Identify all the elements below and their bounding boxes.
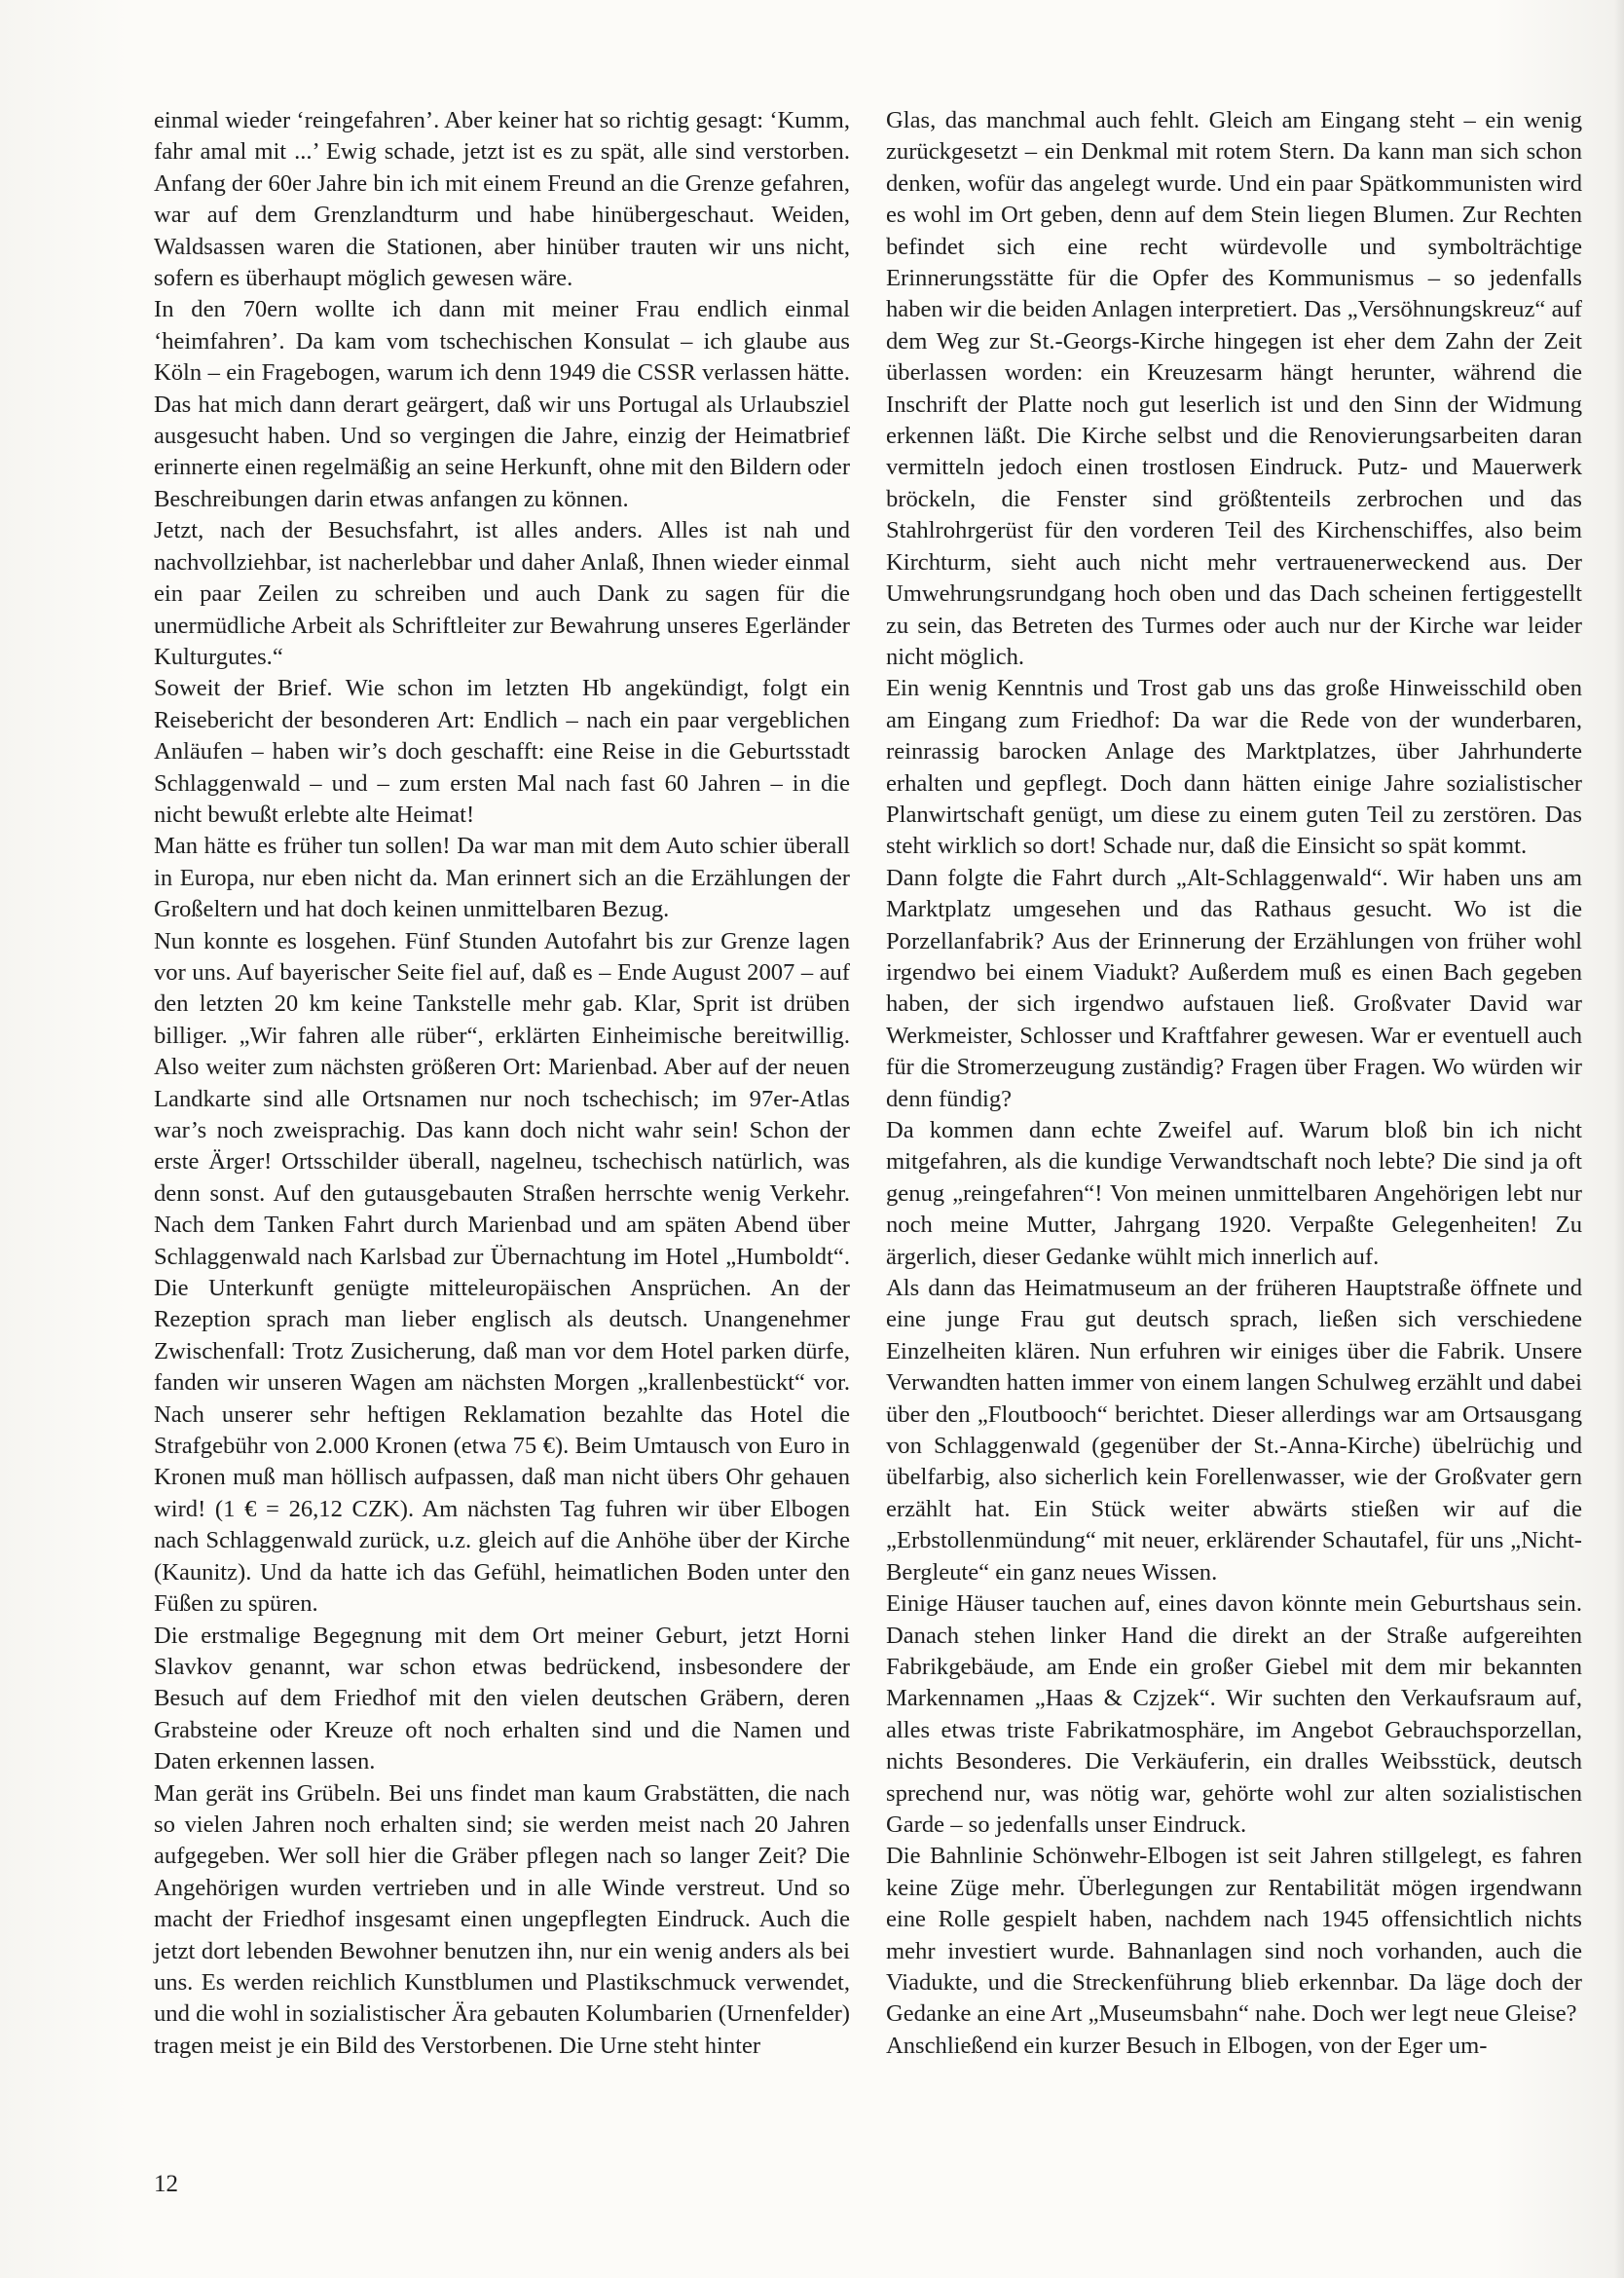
paragraph: Man gerät ins Grübeln. Bei uns findet man kaum Grabstätten, die nach so vielen Jahren noch erhalten sind; sie werden meist nach 20 Jahren aufgegeben. Wer soll hier die Gräber pflegen nach so langer Zeit? Die Angehörigen wurden vertrieben und in alle Winde verstreut. Und so macht der Friedhof insgesamt einen ungepflegten Eindruck. Auch die jetzt dort lebenden Bewohner benutzen ihn, nur ein wenig anders als bei uns. Es werden reichlich Kunstblumen und Plastikschmuck verwendet, und die wohl in sozialistischer Ära gebauten Kolumbarien (Urnenfelder) tragen meist je ein Bild des Verstorbenen. Die Urne steht hinter [154, 1779, 850, 2059]
text-column-right [886, 105, 1582, 2062]
paragraph: einmal wieder ‘reingefahren’. Aber keiner hat so richtig gesagt: ‘Kumm, fahr amal mit ...’ Ewig schade, jetzt ist es zu spät, alle sind verstorben. Anfang der 60er Jahre bin ich mit einem Freund an die Grenze gefahren, war auf dem Grenzlandturm und habe hinübergeschaut. Weiden, Waldsassen waren die Stationen, aber hinüber trauten wir uns nicht, sofern es überhaupt möglich gewesen wäre. [154, 107, 850, 292]
paragraph: Man hätte es früher tun sollen! Da war man mit dem Auto schier überall in Europa, nur eben nicht da. Man erinnert sich an die Erzählungen der Großeltern und hat doch keinen unmittelbaren Bezug. [154, 833, 850, 923]
paragraph: Die erstmalige Begegnung mit dem Ort meiner Geburt, jetzt Horni Slavkov genannt, war schon etwas bedrückend, insbesondere der Besuch auf dem Friedhof mit den vielen deutschen Gräbern, deren Grabsteine oder Kreuze oft noch erhalten sind und die Namen und Daten erkennen lassen. [154, 1622, 850, 1775]
paragraph: Die Bahnlinie Schönwehr-Elbogen ist seit Jahren stillgelegt, es fahren keine Züge mehr. Überlegungen zur Rentabilität mögen irgendwann eine Rolle gespielt haben, nachdem nach 1945 offensichtlich nichts mehr investiert wurde. Bahnanlagen sind noch vorhanden, auch die Viadukte, und die Streckenführung blieb erkennbar. Da läge doch der Gedanke an eine Art „Museumsbahn“ nahe. Doch wer legt neue Gleise? [886, 1843, 1582, 2028]
paragraph: Soweit der Brief. Wie schon im letzten Hb angekündigt, folgt ein Reisebericht der besonderen Art: Endlich – nach ein paar vergeblichen Anläufen – haben wir’s doch geschafft: eine Reise in die Geburtsstadt Schlaggenwald – und – zum ersten Mal nach fast 60 Jahren – in die nicht bewußt erlebte alte Heimat! [154, 675, 850, 828]
page-number: 12 [154, 2171, 178, 2197]
paragraph: Jetzt, nach der Besuchsfahrt, ist alles anders. Alles ist nah und nachvollziehbar, ist nacherlebbar und daher Anlaß, Ihnen wieder einmal ein paar Zeilen zu schreiben und auch Dank zu sagen für die unermüdliche Arbeit als Schriftleiter zur Bewahrung unseres Egerländer Kulturgutes.“ [154, 517, 850, 670]
paragraph: Anschließend ein kurzer Besuch in Elbogen, von der Eger um- [886, 2032, 1488, 2059]
paragraph: Glas, das manchmal auch fehlt. Gleich am Eingang steht – ein wenig zurückgesetzt – ein Denkmal mit rotem Stern. Da kann man sich schon denken, wofür das angelegt wurde. Und ein paar Spätkommunisten wird es wohl im Ort geben, denn auf dem Stein liegen Blumen. Zur Rechten befindet sich eine recht würdevolle und symbolträchtige Erinnerungsstätte für die Opfer des Kommunismus – so jedenfalls haben wir die beiden Anlagen interpretiert. Das „Versöhnungskreuz“ auf dem Weg zur St.-Georgs-Kirche hingegen ist eher dem Zahn der Zeit überlassen worden: ein Kreuzesarm hängt herunter, während die Inschrift der Platte noch gut leserlich ist und den Sinn der Widmung erkennen läßt. Die Kirche selbst und die Renovierungsarbeiten daran vermitteln jedoch einen trostlosen Eindruck. Putz- und Mauerwerk bröckeln, die Fenster sind größtenteils zerbrochen und das Stahlrohrgerüst für den vorderen Teil des Kirchenschiffes, also beim Kirchturm, sieht auch nicht mehr vertrauenerweckend aus. Der Umwehrungsrundgang hoch oben und das Dach scheinen fertiggestellt zu sein, das Betreten des Turmes oder auch nur der Kirche war leider nicht möglich. [886, 107, 1582, 670]
paragraph: Einige Häuser tauchen auf, eines davon könnte mein Geburtshaus sein. Danach stehen linker Hand die direkt an der Straße aufgereihten Fabrikgebäude, am Ende ein großer Giebel mit dem mir bekannten Markennamen „Haas & Czjzek“. Wir suchten den Verkaufsraum auf, alles etwas triste Fabrikatmosphäre, im Angebot Gebrauchsporzellan, nichts Besonderes. Die Verkäuferin, ein dralles Weibsstück, deutsch sprechend nur, was nötig war, gehörte wohl zur alten sozialistischen Garde – so jedenfalls unser Eindruck. [886, 1590, 1582, 1838]
paragraph: Ein wenig Kenntnis und Trost gab uns das große Hinweisschild oben am Eingang zum Friedhof: Da war die Rede von der wunderbaren, reinrassig barocken Anlage des Marktplatzes, über Jahrhunderte erhalten und gepflegt. Doch dann hätten einige Jahre sozialistischer Planwirtschaft genügt, um diese zu einem guten Teil zu zerstören. Das steht wirklich so dort! Schade nur, daß die Einsicht so spät kommt. [886, 675, 1582, 860]
paragraph: Als dann das Heimatmuseum an der früheren Hauptstraße öffnete und eine junge Frau gut deutsch sprach, ließen sich verschiedene Einzelheiten klären. Nun erfuhren wir einiges über die Fabrik. Unsere Verwandten hatten immer von einem langen Schulweg erzählt und dabei über den „Floutbooch“ berichtet. Dieser allerdings war am Ortsausgang von Schlaggenwald (gegenüber der St.-Anna-Kirche) übelrüchig und übelfarbig, also sicherlich kein Forellenwasser, wie der Großvater gern erzählt hat. Ein Stück weiter abwärts stießen wir auf die „Erbstollenmündung“ mit neuer, erklärender Schautafel, für uns „Nicht-Bergleute“ ein ganz neues Wissen. [886, 1275, 1582, 1586]
text-column-left [154, 105, 850, 2062]
paragraph: Dann folgte die Fahrt durch „Alt-Schlaggenwald“. Wir haben uns am Marktplatz umgesehen und das Rathaus gesucht. Wo ist die Porzellanfabrik? Aus der Erinnerung der Erzählungen von früher wohl irgendwo bei einem Viadukt? Außerdem muß es einen Bach gegeben haben, der sich irgendwo aufstauen ließ. Großvater David war Werkmeister, Schlosser und Kraftfahrer gewesen. War er eventuell auch für die Stromerzeugung zuständig? Fragen über Fragen. Wo würden wir denn fündig? [886, 864, 1582, 1112]
paragraph: Nun konnte es losgehen. Fünf Stunden Autofahrt bis zur Grenze lagen vor uns. Auf bayerischer Seite fiel auf, daß es – Ende August 2007 – auf den letzten 20 km keine Tankstelle mehr gab. Klar, Sprit ist drüben billiger. „Wir fahren alle rüber“, erklärten Einheimische bereitwillig. Also weiter zum nächsten größeren Ort: Marienbad. Aber auf der neuen Landkarte sind alle Ortsnamen nur noch tschechisch; im 97er-Atlas war’s noch zweisprachig. Das kann doch nicht wahr sein! Schon der erste Ärger! Ortsschilder überall, nagelneu, tschechisch natürlich, was denn sonst. Auf den gutausgebauten Straßen herrschte wenig Verkehr. Nach dem Tanken Fahrt durch Marienbad und am späten Abend über Schlaggenwald nach Karlsbad zur Übernachtung im Hotel „Humboldt“. Die Unterkunft genügte mitteleuropäischen Ansprüchen. An der Rezeption sprach man lieber englisch als deutsch. Unangenehmer Zwischenfall: Trotz Zusicherung, daß man vor dem Hotel parken dürfe, fanden wir unseren Wagen am nächsten Morgen „krallenbestückt“ vor. Nach unserer sehr heftigen Reklamation bezahlte das Hotel die Strafgebühr von 2.000 Kronen (etwa 75 €). Beim Umtausch von Euro in Kronen muß man höllisch aufpassen, daß man nicht übers Ohr gehauen wird! (1 € = 26,12 CZK). Am nächsten Tag fuhren wir über Elbogen nach Schlaggenwald zurück, u.z. gleich auf die Anhöhe über der Kirche (Kaunitz). Und da hatte ich das Gefühl, heimatlichen Boden unter den Füßen zu spüren. [154, 927, 850, 1618]
paragraph: In den 70ern wollte ich dann mit meiner Frau endlich einmal ‘heimfahren’. Da kam vom tschechischen Konsulat – ich glaube aus Köln – ein Fragebogen, warum ich denn 1949 die CSSR verlassen hätte. Das hat mich dann derart geärgert, daß wir uns Portugal als Urlaubsziel ausgesucht haben. Und so vergingen die Jahre, einzig der Heimatbrief erinnerte einen regelmäßig an seine Herkunft, ohne mit den Bildern oder Beschreibungen darin etwas anfangen zu können. [154, 296, 851, 512]
page-edge-shadow [1614, 0, 1624, 2278]
paragraph: Da kommen dann echte Zweifel auf. Warum bloß bin ich nicht mitgefahren, als die kundige Verwandtschaft noch lebte? Die sind ja oft genug „reingefahren“! Von meinen unmittelbaren Angehörigen lebt nur noch meine Mutter, Jahrgang 1920. Verpaßte Gelegenheiten! Zu ärgerlich, dieser Gedanke wühlt mich innerlich auf. [886, 1117, 1582, 1270]
